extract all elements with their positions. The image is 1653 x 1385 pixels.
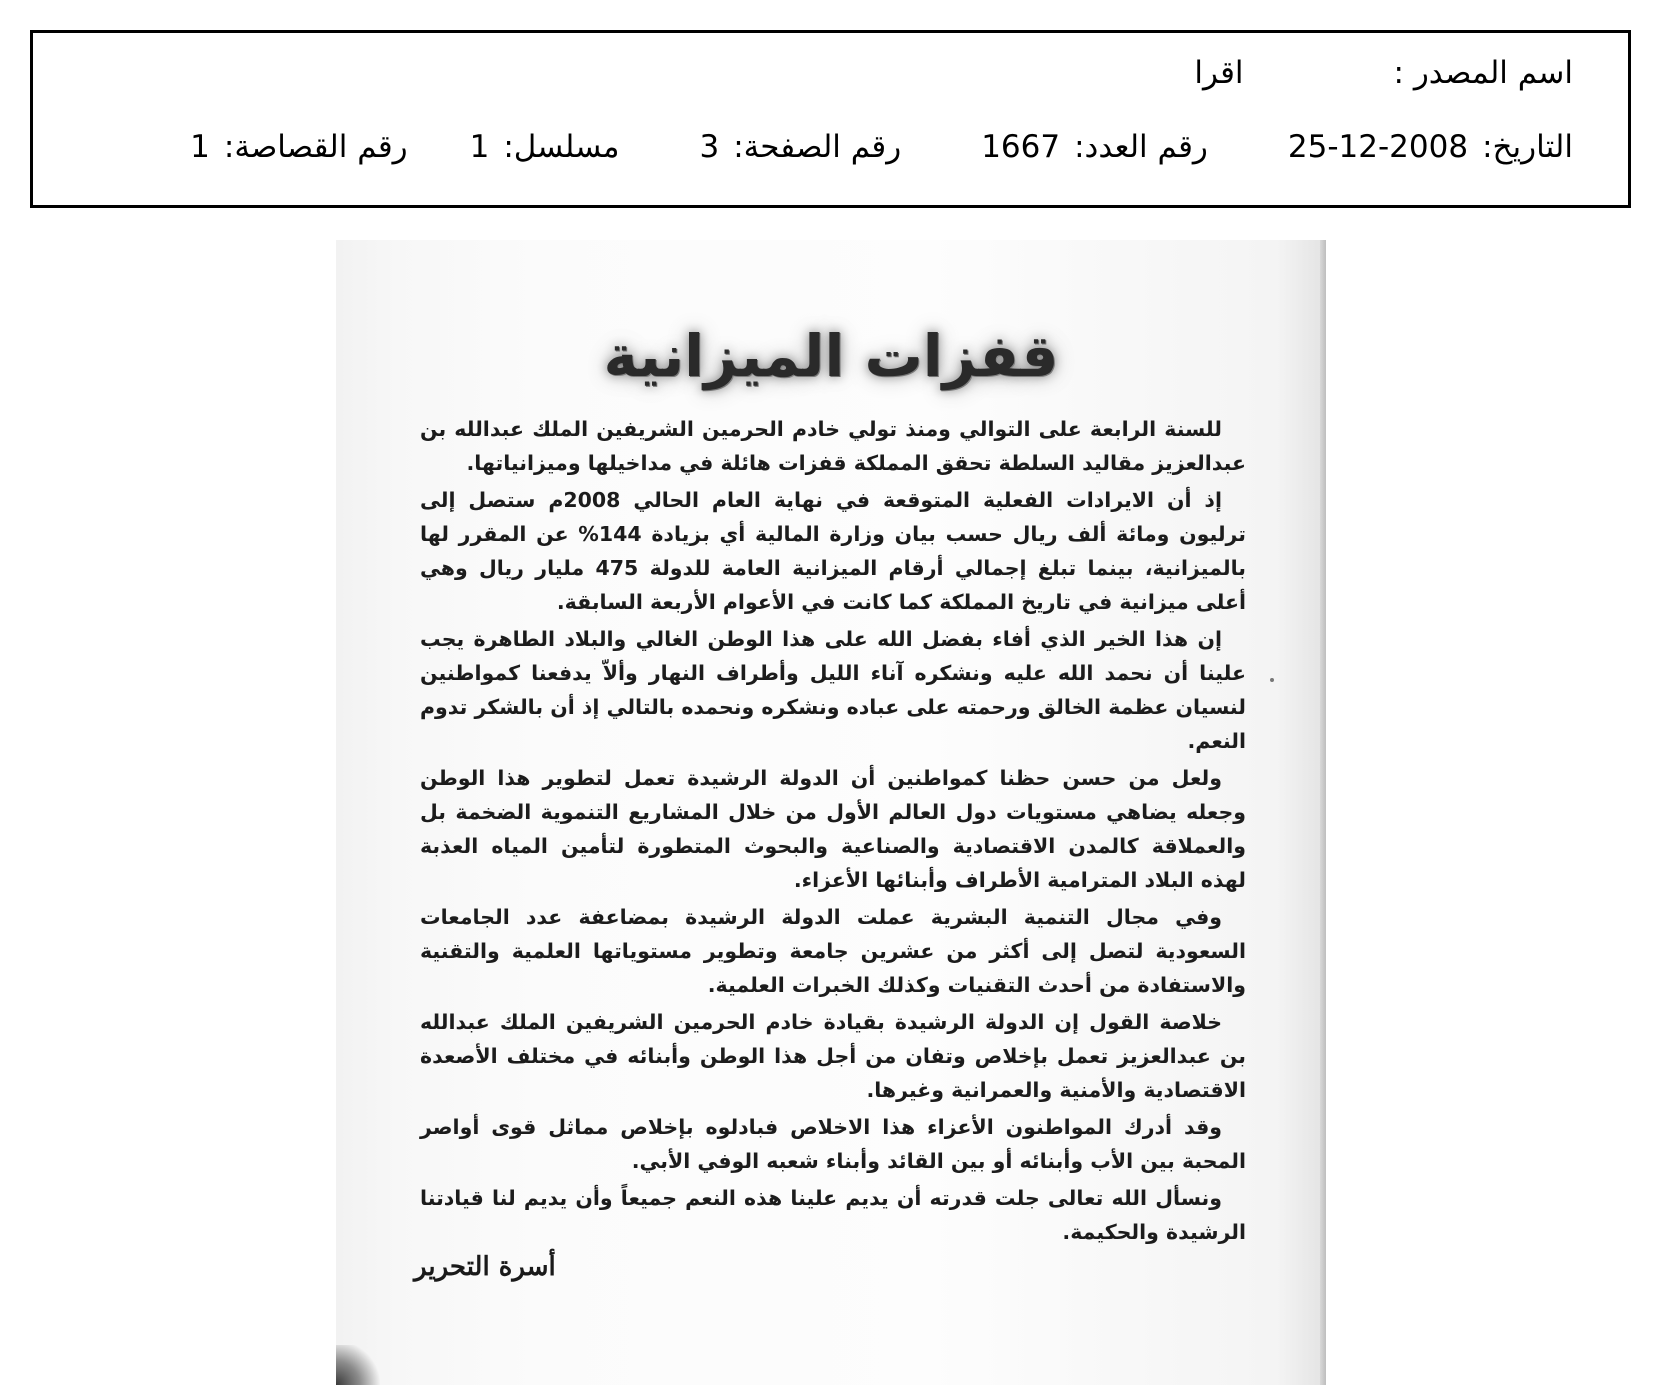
article-paragraph: ونسأل الله تعالى جلت قدرته أن يديم علينا هذه النعم جميعاً وأن يديم لنا قيادتنا الرشيدة والحكيمة. bbox=[420, 1186, 1246, 1244]
article-paragraph: وقد أدرك المواطنون الأعزاء هذا الاخلاص فبادلوه بإخلاص مماثل قوى أواصر المحبة بين الأب وأبنائه أو بين القائد وأبناء شعبه الوفي الأبي. bbox=[420, 1115, 1246, 1173]
serial-field bbox=[470, 129, 620, 165]
clipping-scan-shadow bbox=[336, 1345, 380, 1385]
clipping-page-edge bbox=[1320, 240, 1326, 1385]
clipping-metadata-box bbox=[30, 30, 1631, 208]
page-number-field bbox=[699, 129, 901, 165]
serial-label: مسلسل: bbox=[503, 129, 620, 165]
issue-number-field bbox=[981, 129, 1208, 165]
issue-number-value: 1667 bbox=[981, 129, 1061, 165]
article-paragraph: إذ أن الايرادات الفعلية المتوقعة في نهاية العام الحالي 2008م ستصل إلى ترليون ومائة ألف ريال حسب بيان وزارة المالية أي بزيادة 144% عن المقرر لها بالميزانية، بينما تبلغ إجمالي أرقام الميزانية العامة للدولة 475 مليار ريال وهي أعلى ميزانية في تاريخ المملكة كما كانت في الأعوام الأربعة السابقة. bbox=[420, 488, 1246, 614]
clip-number-field bbox=[190, 129, 407, 165]
issue-number-label: رقم العدد: bbox=[1074, 129, 1208, 165]
date-field bbox=[1288, 129, 1573, 165]
page-number-label: رقم الصفحة: bbox=[733, 129, 902, 165]
article-signature: أسرة التحرير bbox=[414, 1252, 556, 1282]
metadata-row-source bbox=[73, 55, 1573, 91]
article-paragraph: للسنة الرابعة على التوالي ومنذ تولي خادم الحرمين الشريفين الملك عبدالله بن عبدالعزيز مقاليد السلطة تحقق المملكة قفزات هائلة في مداخيلها وميزانياتها. bbox=[420, 417, 1246, 475]
page-number-value: 3 bbox=[699, 129, 720, 165]
clip-number-label: رقم القصاصة: bbox=[223, 129, 408, 165]
newspaper-clipping-scan bbox=[336, 240, 1326, 1385]
source-value: اقرا bbox=[1194, 55, 1244, 91]
serial-value: 1 bbox=[469, 129, 490, 165]
scan-speck bbox=[1270, 678, 1274, 682]
source-field bbox=[1194, 55, 1573, 91]
date-label: التاريخ: bbox=[1482, 129, 1573, 165]
source-label: اسم المصدر : bbox=[1393, 55, 1573, 91]
article-title: قفزات الميزانية bbox=[603, 322, 1059, 390]
date-value: 25-12-2008 bbox=[1287, 129, 1469, 165]
article-paragraph: خلاصة القول إن الدولة الرشيدة بقيادة خادم الحرمين الشريفين الملك عبدالله بن عبدالعزيز تعمل بإخلاص وتفان من أجل هذا الوطن وأبنائه في مختلف الأصعدة الاقتصادية والأمنية والعمرانية وغيرها. bbox=[420, 1010, 1246, 1102]
article-paragraph: وفي مجال التنمية البشرية عملت الدولة الرشيدة بمضاعفة عدد الجامعات السعودية لتصل إلى أكثر من عشرين جامعة وتطوير مستوياتها العلمية والتقنية والاستفادة من أحدث التقنيات وكذلك الخبرات العلمية. bbox=[420, 905, 1246, 997]
clip-number-value: 1 bbox=[190, 129, 210, 165]
article-paragraph: إن هذا الخير الذي أفاء بفضل الله على هذا الوطن الغالي والبلاد الطاهرة يجب علينا أن نحمد الله عليه ونشكره آناء الليل وأطراف النهار وألاّ يدفعنا كمواطنين لنسيان عظمة الخالق ورحمته على عباده ونشكره ونحمده بالتالي إذ أن بالشكر تدوم النعم. bbox=[420, 627, 1246, 753]
metadata-row-details bbox=[73, 129, 1573, 165]
article-paragraph: ولعل من حسن حظنا كمواطنين أن الدولة الرشيدة تعمل لتطوير هذا الوطن وجعله يضاهي مستويات دول العالم الأول من خلال المشاريع التنموية الضخمة بل والعملاقة كالمدن الاقتصادية والصناعية والبحوث المتطورة لتأمين المياه العذبة لهذه البلاد المترامية الأطراف وأبنائها الأعزاء. bbox=[420, 766, 1246, 892]
article-body bbox=[420, 412, 1246, 1252]
